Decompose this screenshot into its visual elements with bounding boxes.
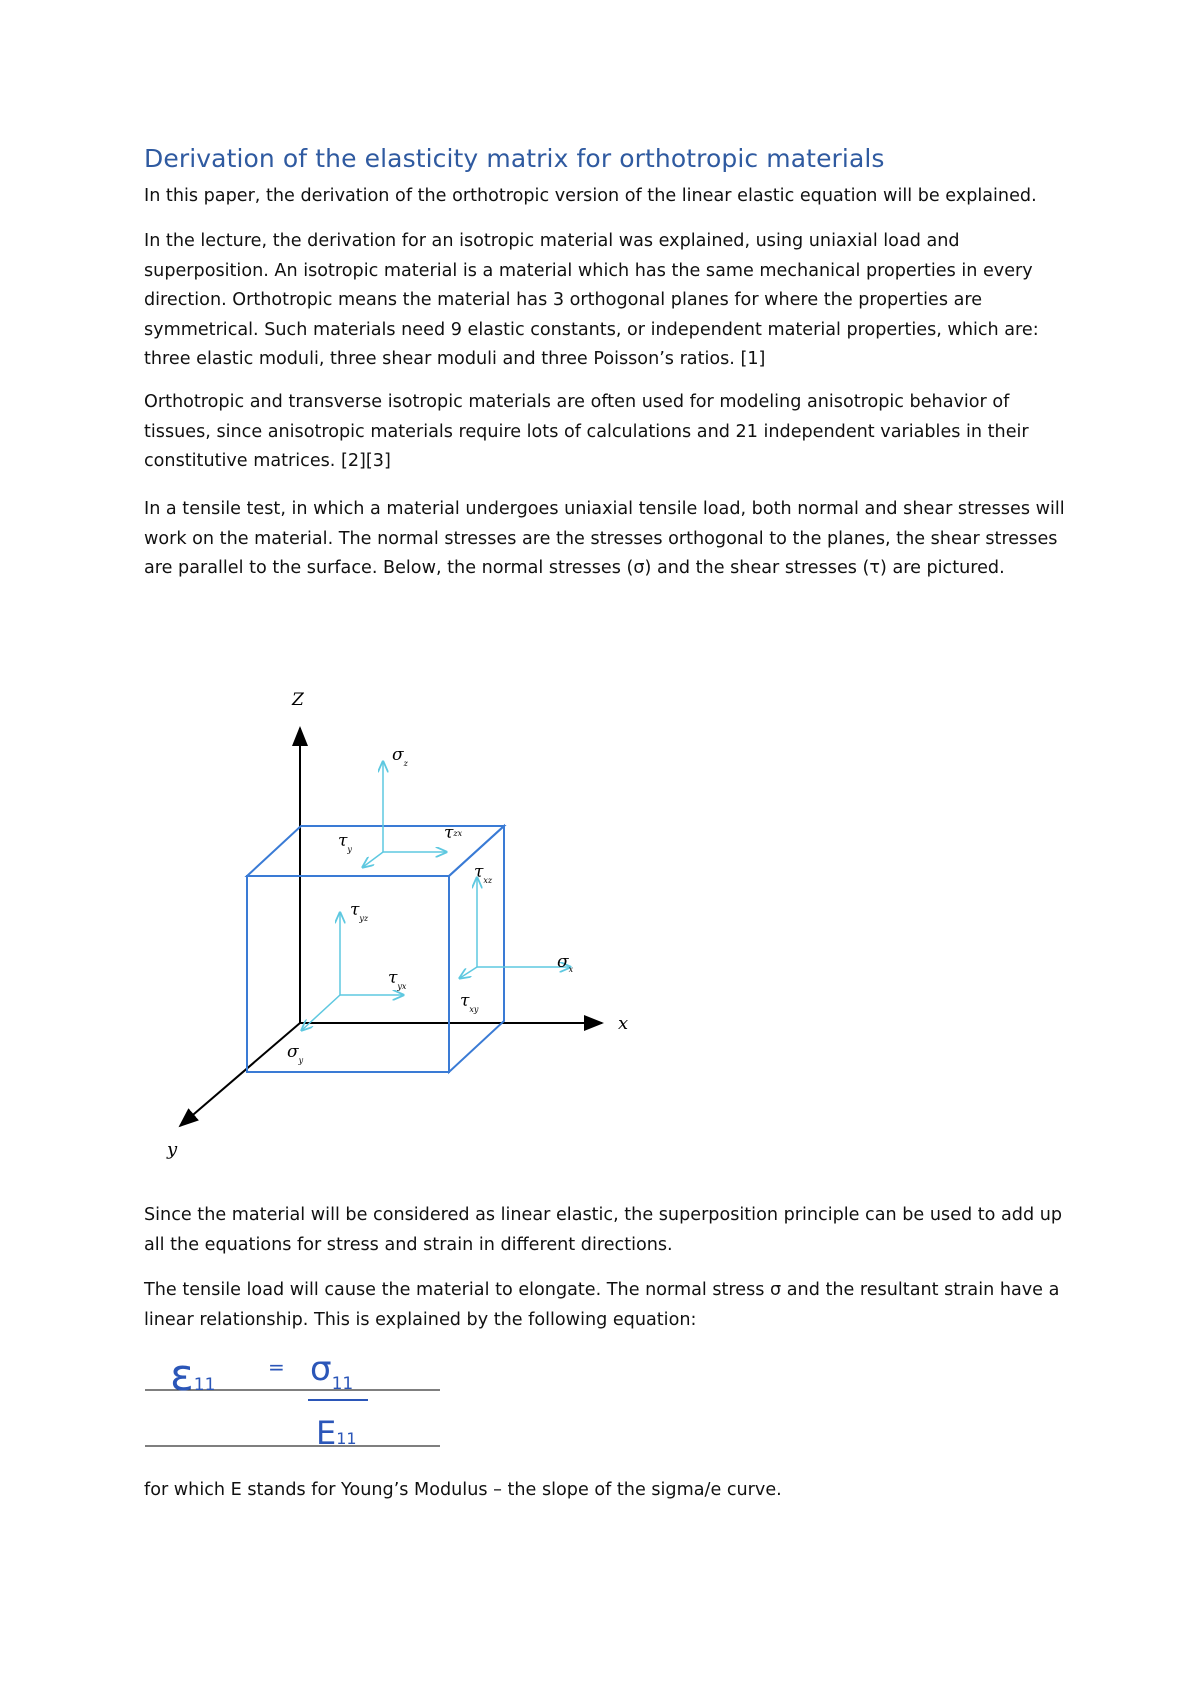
tau-xy-arrow xyxy=(460,967,477,978)
page-title: Derivation of the elasticity matrix for orthotropic materials xyxy=(144,144,885,173)
epsilon-symbol: ε11 xyxy=(170,1350,216,1401)
paragraph-tensile-test: In a tensile test, in which a material undergoes uniaxial tensile load, both normal and shear stresses will work on the material. The normal stresses are the stresses orthogonal to the planes, the shear stresses are parallel to the surface. Below, the normal stresses (σ) and the shear stresses (τ) are pictured. xyxy=(144,499,1065,578)
sigma-numerator: $\sigma_{11}$ xyxy=(310,1349,354,1394)
equals-sign: = xyxy=(268,1355,285,1379)
sigma-x-label: $\sigma_x$ xyxy=(557,952,574,974)
tau-zx-label: τzx xyxy=(444,823,463,843)
tau-yz-label: $\tau_{yz}$ xyxy=(350,900,369,923)
y-axis-label: y xyxy=(167,1139,178,1160)
paragraph-tensile-load: The tensile load will cause the material to elongate. The normal stress σ and the resultant strain have a linear relationship. This is explained by the following equation: xyxy=(144,1280,1060,1330)
tau-zy-label: $\tau_y$ xyxy=(338,831,352,854)
tau-xy-label: $\tau_{xy}$ xyxy=(460,991,479,1014)
e-denominator: E11 xyxy=(316,1414,357,1452)
paragraph-superposition: Since the material will be considered as linear elastic, the superposition principle can be used to add up all the equations for stress and strain in different directions. xyxy=(144,1205,1063,1255)
paragraph-isotropic: In the lecture, the derivation for an isotropic material was explained, using uniaxial load and superposition. An isotropic material is a material which has the same mechanical properties in every direction. Orthotropic means the material has 3 orthogonal planes for where the properties are symmetrical. Such materials need 9 elastic constants, or independent material properties, which are: three elastic moduli, three shear moduli and three Poisson’s ratios. [1] xyxy=(144,231,1039,369)
tau-zy-arrow xyxy=(363,852,383,867)
sigma-y-label: $\sigma_y$ xyxy=(287,1042,304,1065)
sigma-y-arrow xyxy=(302,995,340,1030)
tau-xz-label: $\tau_{xz}$ xyxy=(474,862,493,885)
cube-top-face xyxy=(247,826,504,876)
paragraph-intro: In this paper, the derivation of the orthotropic version of the linear elastic equation will be explained. xyxy=(144,186,1037,206)
y-axis xyxy=(180,1023,300,1126)
x-axis-label: x xyxy=(618,1013,629,1034)
paragraph-youngs-modulus: for which E stands for Young’s Modulus – the slope of the sigma/e curve. xyxy=(144,1480,782,1500)
tau-yx-label: $\tau_{yx}$ xyxy=(388,968,407,991)
paragraph-orthotropic-usage: Orthotropic and transverse isotropic materials are often used for modeling anisotropic behavior of tissues, since anisotropic materials require lots of calculations and 21 independent variables in their constitutive matrices. [2][3] xyxy=(144,392,1029,471)
sigma-z-label: $\sigma_z$ xyxy=(392,745,408,768)
stress-cube-figure xyxy=(167,680,640,1160)
z-axis-label: Z xyxy=(292,690,304,710)
handwritten-equation xyxy=(140,1340,450,1460)
